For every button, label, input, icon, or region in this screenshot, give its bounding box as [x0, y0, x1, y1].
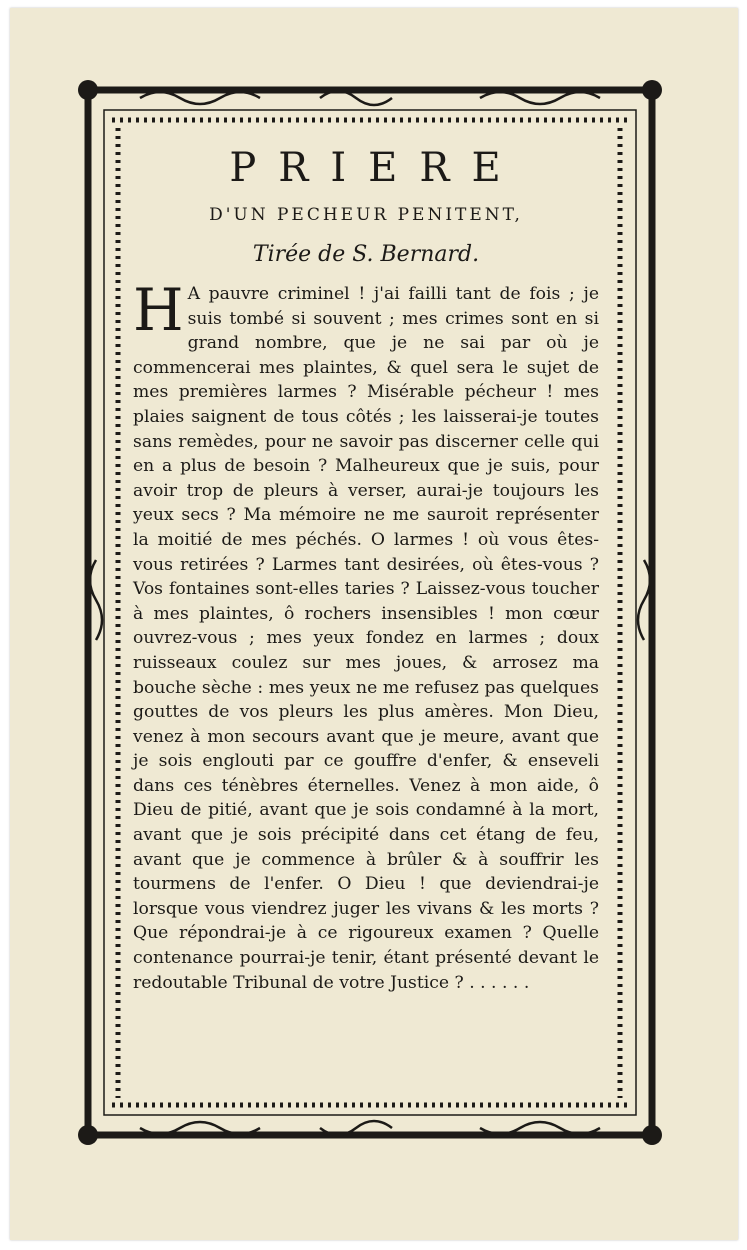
corner-ornament-bottom-right: [642, 1125, 662, 1145]
page-title: PRIERE: [229, 145, 523, 191]
corner-ornament-top-left: [78, 80, 98, 100]
right-side-scroll: [638, 560, 650, 640]
left-side-scroll: [90, 560, 102, 640]
top-left-scroll: [140, 92, 260, 104]
subtitle: D'UN PECHEUR PENITENT,: [209, 205, 523, 225]
corner-ornament-bottom-left: [78, 1125, 98, 1145]
drop-cap: H: [133, 276, 184, 344]
prayer-body-text: A pauvre criminel ! j'ai failli tant de fois ; je suis tombé si souvent ; mes crimes sont en si grand nombre, que je ne sai par où je commencerai mes plaintes, & quel sera le sujet de mes premières larmes ? Misérable pécheur ! mes plaies saignent de tous côtés ; les laisserai-je toutes sans remèdes, pour ne savoir pas discerner celle qui en a plus de besoin ? Malheureux que je suis, pour avoir trop de pleurs à verser, aurai-je toujours les yeux secs ? Ma mémoire ne me sauroit représenter la moitié de mes péchés. O larmes ! où vous êtes-vous retirées ? Larmes tant desirées, où êtes-vous ? Vos fontaines sont-elles taries ? Laissez-vous toucher à mes plaintes, ô rochers insensibles ! mon cœur ouvrez-vous ; mes yeux fondez en larmes ; doux ruisseaux coulez sur mes joues, & arrosez ma bouche sèche : mes yeux ne me refusez pas quelques gouttes de vos pleurs les plus amères. Mon Dieu, venez à mon secours avant que je meure, avant que je sois englouti par ce gouffre d'enfer, & enseveli dans ces ténèbres éternelles. Venez à mon aide, ô Dieu de pitié, avant que je sois condamné à la mort, avant que je sois précipité dans cet étang de feu, avant que je commence à brûler & à souffrir les tourmens de l'enfer. O Dieu ! que deviendrai-je lorsque vous viendrez juger les vivans & les morts ? Que répondrai-je à ce rigoureux examen ? Quelle contenance pourrai-je tenir, étant présenté devant le redoutable Tribunal de votre Justice ? . . . . . .: [133, 284, 599, 993]
attribution: Tirée de S. Bernard.: [252, 242, 480, 267]
corner-ornament-top-right: [642, 80, 662, 100]
top-right-scroll: [480, 92, 600, 104]
prayer-body: [133, 276, 599, 995]
prayer-text-block: [133, 140, 599, 995]
